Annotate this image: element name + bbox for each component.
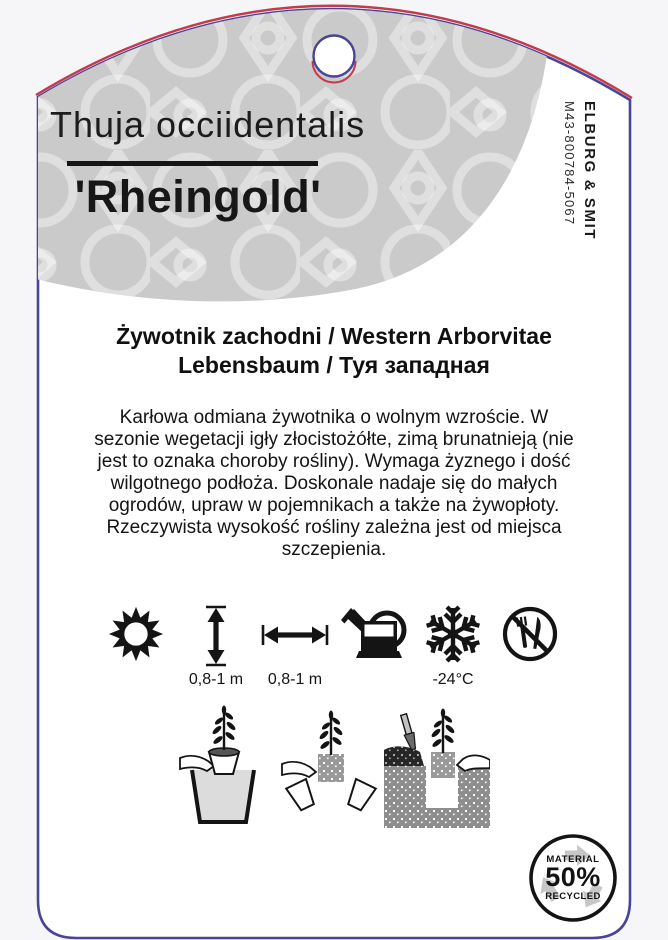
description-line: ogrodów, upraw w pojemnikach a także na żywopłoty. [108, 495, 560, 517]
spread-arrow-icon [261, 621, 329, 654]
spread-value: 0,8-1 m [267, 671, 323, 688]
remove-pot-pictogram [282, 711, 376, 813]
title-divider [67, 161, 318, 166]
no-fork-knife-icon [501, 605, 559, 668]
height-value: 0,8-1 m [188, 671, 244, 688]
badge-material-label: MATERIAL [546, 853, 600, 865]
description-line: wilgotnego podłoża. Doskonale nadaje się do małych [110, 473, 558, 495]
species-title: Thuja occiidentalis [50, 104, 366, 145]
recycled-badge-text [527, 832, 619, 924]
description-line: Karłowa odmiana żywotnika o wolnym wzroście. W [119, 407, 549, 428]
cultivar-name: 'Rheingold' [74, 171, 322, 222]
description-line: sezonie wegetacji igły złocistożółte, zimą brunatnieją (nie [94, 429, 574, 451]
common-names [40, 322, 628, 380]
producer-brand: ELBURG & SMIT [581, 101, 598, 241]
description-text [56, 407, 612, 561]
planting-instructions [178, 704, 490, 834]
frost-hardiness-value: -24°C [432, 671, 474, 688]
badge-percent: 50% [545, 862, 601, 893]
badge-recycled-label: RECYCLED [545, 890, 601, 902]
common-names-line2: Lebensbaum / Туя западная [178, 352, 490, 379]
description-line: jest to oznaka choroby rośliny). Wymaga żyznego i dość [97, 451, 571, 473]
description-line: szczepienia. [281, 539, 387, 561]
hanging-hole [314, 36, 355, 77]
snowflake-icon [424, 605, 482, 668]
watering-can-icon [340, 607, 410, 666]
common-names-line1: Żywotnik zachodni / Western Arborvitae [116, 323, 552, 349]
product-code: M43-800784-5067 [562, 101, 577, 226]
soak-rootball-pictogram [180, 706, 254, 823]
height-arrow-icon [202, 605, 230, 672]
full-sun-icon [108, 606, 164, 667]
plant-in-soil-pictogram [384, 709, 490, 829]
description-line: Rzeczywista wysokość rośliny zależna jest od miejsca [106, 517, 562, 539]
